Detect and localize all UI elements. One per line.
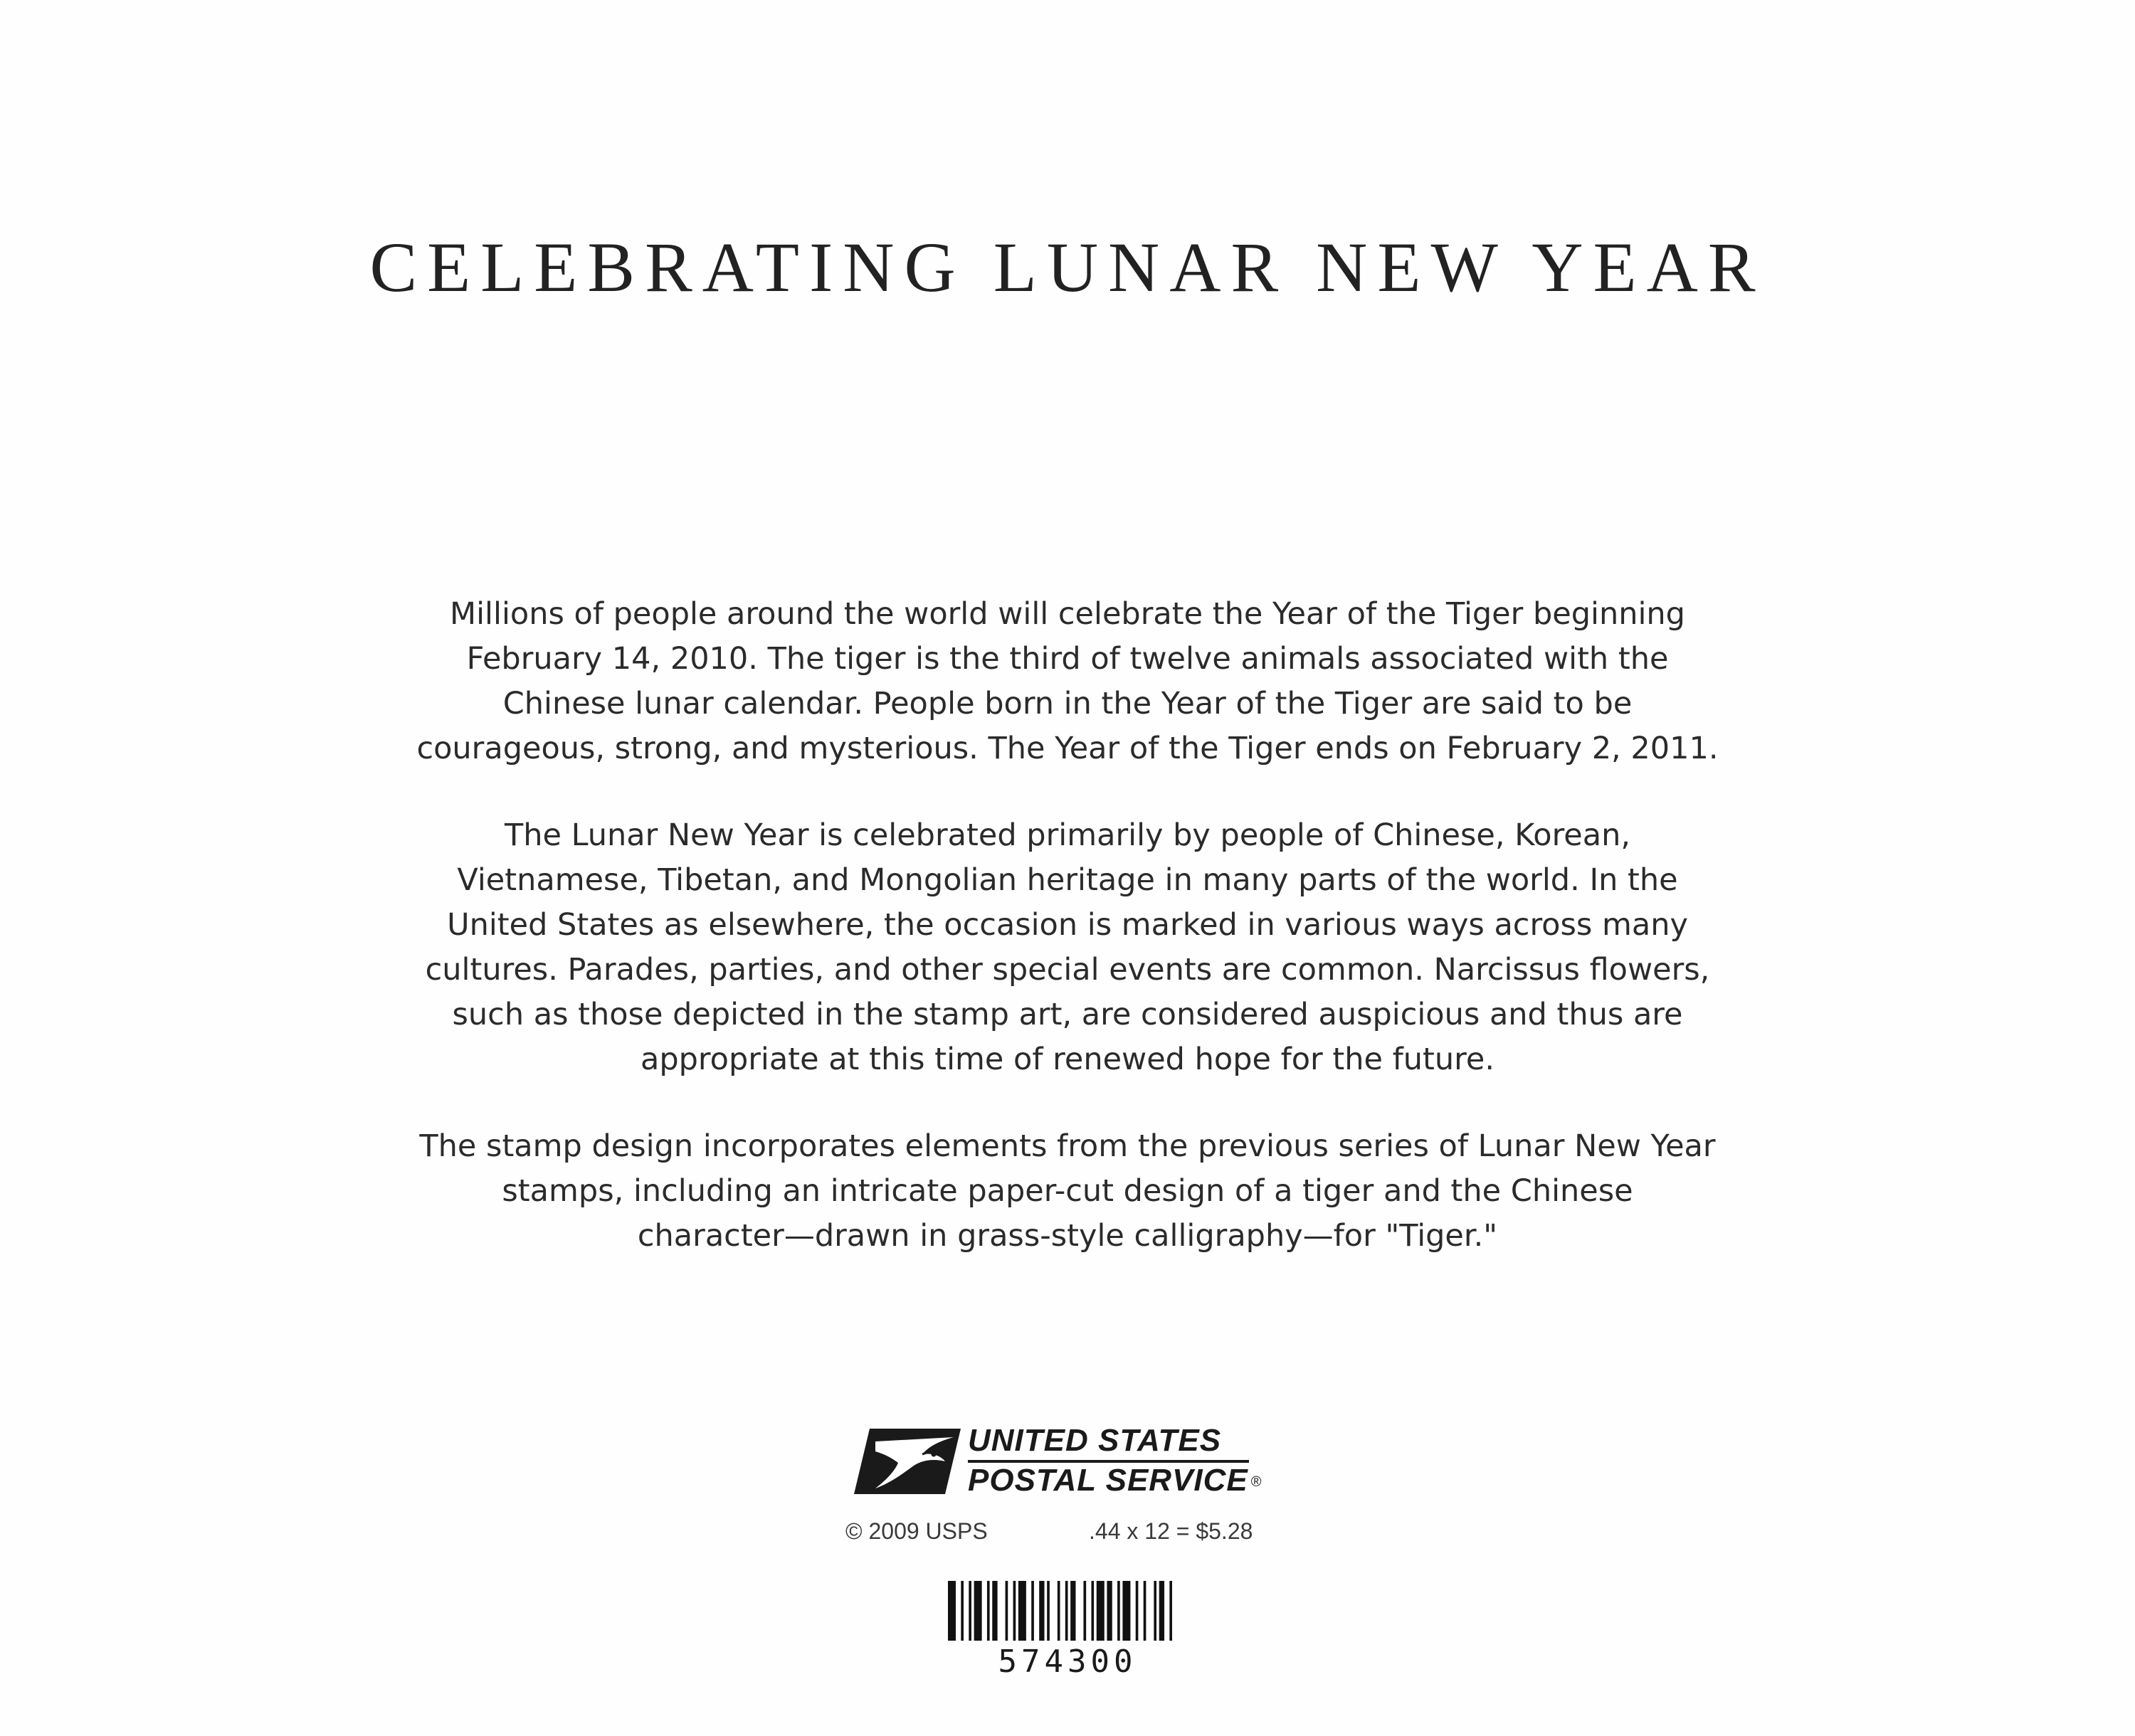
text-line: cultures. Parades, parties, and other special events are common. Narcissus flowers, [425,952,1710,988]
barcode-bar [1065,1581,1068,1641]
barcode-number: 574300 [998,1644,1137,1680]
text-line: United States as elsewhere, the occasion is marked in various ways across many [447,907,1688,943]
text-line: Vietnamese, Tibetan, and Mongolian heritage in many parts of the world. In the [457,862,1678,898]
barcode-bar [1159,1581,1164,1641]
usps-line-1: UNITED STATES [968,1423,1249,1463]
text-line: Chinese lunar calendar. People born in the Year of the Tiger are said to be [502,686,1633,721]
page-title: CELEBRATING LUNAR NEW YEAR [369,228,1766,307]
text-line: character—drawn in grass-style calligraphy—for "Tiger." [637,1218,1498,1254]
barcode [948,1581,1180,1641]
text-line: The Lunar New Year is celebrated primarily by people of Chinese, Korean, [504,817,1631,853]
barcode-bar [1031,1581,1034,1641]
barcode-bar [1097,1581,1105,1641]
text-line: courageous, strong, and mysterious. The Year of the Tiger ends on February 2, 2011. [416,731,1719,766]
barcode-bar [961,1581,964,1641]
barcode-bar [1122,1581,1130,1641]
paragraph-stamp-design [285,1124,1850,1259]
usps-line-2 [968,1463,1262,1500]
text-line: such as those depicted in the stamp art, are considered auspicious and thus are [452,997,1683,1032]
barcode-bar [1083,1581,1086,1641]
usps-wordmark [968,1423,1262,1500]
barcode-bar [1018,1581,1026,1641]
barcode-bar [1169,1581,1172,1641]
text-line: February 14, 2010. The tiger is the third of twelve animals associated with the [466,641,1669,677]
usps-logo [854,1423,1281,1501]
eagle-icon [854,1426,961,1494]
barcode-bar [969,1581,971,1641]
barcode-bar [992,1581,997,1641]
text-line: Millions of people around the world will celebrate the Year of the Tiger beginning [450,596,1685,632]
barcode-bar [948,1581,956,1641]
text-line: The stamp design incorporates elements from the previous series of Lunar New Year [419,1128,1716,1164]
barcode-bar [1136,1581,1139,1641]
barcode-bar [1047,1581,1050,1641]
barcode-bar [974,1581,982,1641]
price-text: .44 x 12 = $5.28 [1089,1518,1253,1544]
barcode-bar [1107,1581,1112,1641]
barcode-bar [1091,1581,1094,1641]
barcode-bar [1117,1581,1120,1641]
barcode-bar [1070,1581,1075,1641]
copyright-text: © 2009 USPS [845,1518,988,1544]
barcode-bar [1154,1581,1156,1641]
barcode-bar [1058,1581,1060,1641]
barcode-bar [1039,1581,1044,1641]
registered-mark: ® [1250,1474,1262,1491]
barcode-bar [987,1581,990,1641]
barcode-bar [1144,1581,1146,1641]
usps-line-2-text: POSTAL SERVICE [968,1463,1248,1498]
barcode-bar [1013,1581,1016,1641]
paragraph-year-of-tiger [285,592,1850,771]
paragraph-lunar-new-year [285,813,1850,1082]
text-line: stamps, including an intricate paper-cut design of a tiger and the Chinese [502,1173,1633,1209]
barcode-bar [1006,1581,1008,1641]
text-line: appropriate at this time of renewed hope for the future. [640,1042,1495,1077]
